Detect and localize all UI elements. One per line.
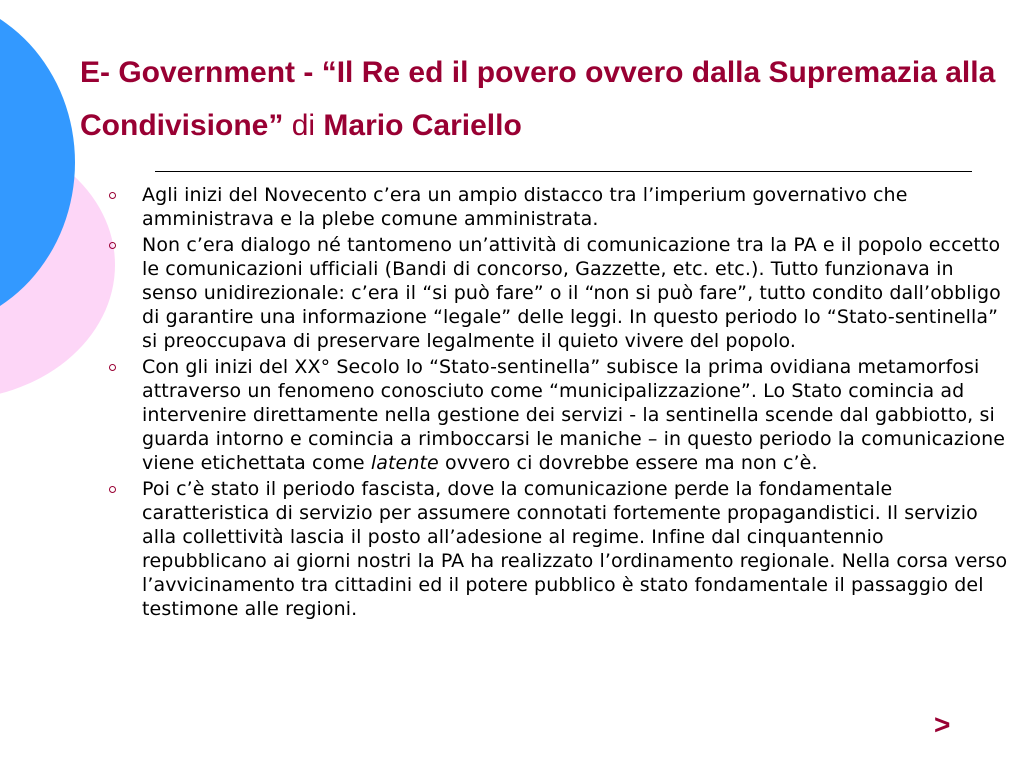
bullet-circle-icon <box>109 486 116 493</box>
bullet-circle-icon <box>109 192 116 199</box>
title-main: E- Government - “Il Re ed il povero ovvero dalla Supremazia alla Condivisione” <box>80 56 996 142</box>
title-author: Mario Cariello <box>323 109 522 142</box>
bullet-item <box>109 355 1014 475</box>
bullet-text: Non c’era dialogo né tantomeno un’attività di comunicazione tra la PA e il popolo eccetto le comunicazioni ufficiali (Bandi di concorso, Gazzette, etc. etc.). Tutto funzionava in senso unidirezionale: c’era il “si può fare” o il “non si può fare”, tutto condito dall’obbligo di garantire una informazione “legale” delle leggi. In questo periodo lo “Stato-sentinella” si preoccupava di preservare legalmente il quieto vivere del popolo. <box>142 234 1001 352</box>
title-divider <box>155 171 972 172</box>
next-slide-button[interactable]: > <box>934 709 951 740</box>
bullet-text: Poi c’è stato il periodo fascista, dove la comunicazione perde la fondamentale caratteristica di servizio per assumere connotati fortemente propagandistici. Il servizio alla collettività lascia il posto all’adesione al regime. Infine dal cinquantennio repubblicano ai giorni nostri la PA ha realizzato l’ordinamento regionale. Nella corsa verso l’avvicinamento tra cittadini ed il potere pubblico è stato fondamentale il passaggio del testimone alle regioni. <box>142 478 1008 620</box>
bullet-circle-icon <box>109 364 116 371</box>
slide-title <box>80 46 1010 152</box>
title-connector: di <box>291 109 316 142</box>
bullet-text-before: Con gli inizi del XX° Secolo lo “Stato-sentinella” subisce la prima ovidiana metamorfosi attraverso un fenomeno conosciuto come “municipalizzazione”. Lo Stato comincia ad intervenire direttamente nella gestione dei servizi - la sentinella scende dal gabbiotto, si guarda intorno e comincia a rimboccarsi le maniche – in questo periodo la comunicazione viene etichettata come <box>142 356 1006 474</box>
bullet-item <box>109 233 1014 353</box>
bullet-item <box>109 183 1014 231</box>
bullet-list <box>109 183 1014 623</box>
bullet-text-after: ovvero ci dovrebbe essere ma non c’è. <box>438 452 818 474</box>
bullet-text: Agli inizi del Novecento c’era un ampio distacco tra l’imperium governativo che amministrava e la plebe comune amministrata. <box>142 184 908 230</box>
bullet-circle-icon <box>109 242 116 249</box>
bullet-item <box>109 477 1014 621</box>
bullet-text-italic: latente <box>370 452 439 474</box>
